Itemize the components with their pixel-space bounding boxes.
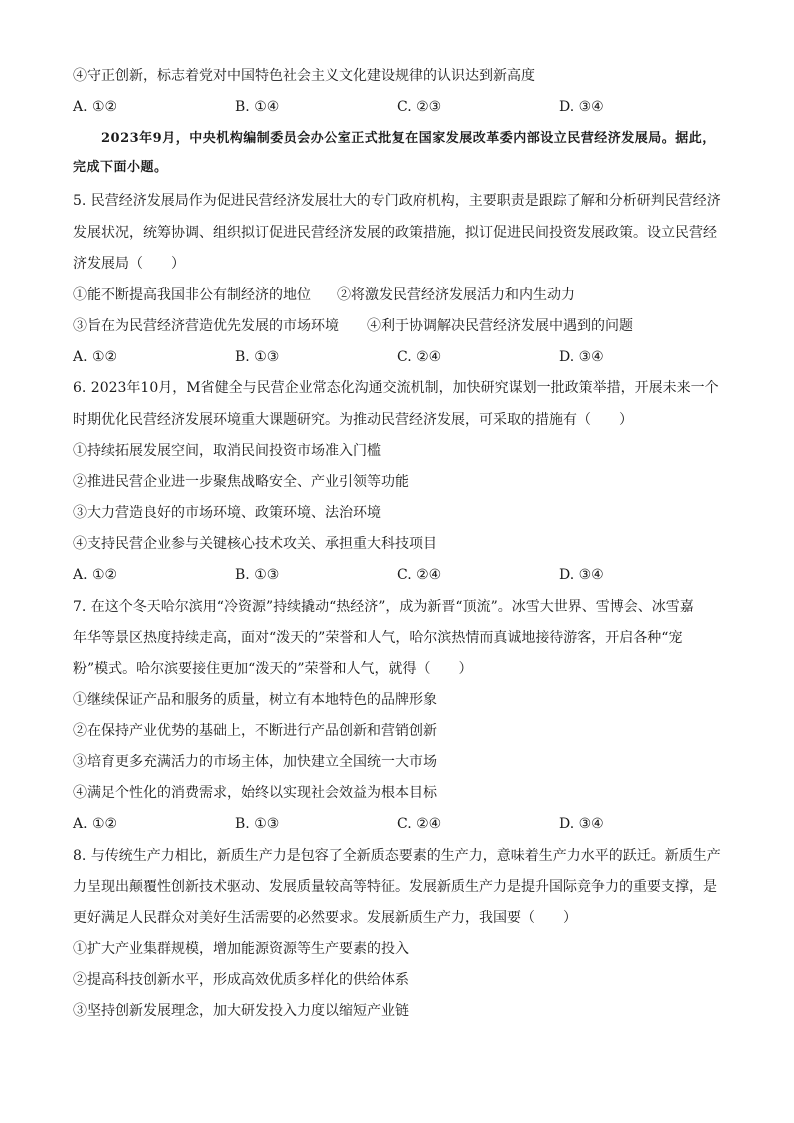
q5-option-c: C. ②④ <box>397 349 442 365</box>
q6-item-3: ③大力营造良好的市场环境、政策环境、法治环境 <box>73 505 381 521</box>
q7-stem-line-1: 7. 在这个冬天哈尔滨用“冷资源”持续撬动“热经济”，成为新晋“顶流”。冰雪大世界、雪博会、冰雪嘉 <box>73 599 694 615</box>
q4-options <box>73 97 693 117</box>
q7-stem-line-3: 粉”模式。哈尔滨要接住更加“泼天的”荣誉和人气，就得（ ） <box>73 661 473 677</box>
q5-item-1: ①能不断提高我国非公有制经济的地位 <box>73 287 311 303</box>
q5-stem-line-2: 发展状况，统筹协调、组织拟订促进民营经济发展的政策措施，拟订促进民间投资发展政策。设立民营经 <box>73 225 717 241</box>
material-line-1: 2023年9月，中央机构编制委员会办公室正式批复在国家发展改革委内部设立民营经济发展局。据此， <box>101 131 716 146</box>
q4-option-a: A. ①② <box>73 99 118 115</box>
q6-item-1: ①持续拓展发展空间，取消民间投资市场准入门槛 <box>73 443 381 459</box>
q6-options <box>73 565 693 585</box>
q5-option-d: D. ③④ <box>559 349 604 365</box>
q7-option-d: D. ③④ <box>559 816 604 832</box>
q5-options <box>73 347 693 367</box>
q6-option-a: A. ①② <box>73 567 118 583</box>
material-text <box>73 129 723 149</box>
q8-stem-line-3: 更好满足人民群众对美好生活需要的必然要求。发展新质生产力，我国要（ ） <box>73 910 577 926</box>
q6-stem-line-1: 6. 2023年10月，M省健全与民营企业常态化沟通交流机制，加快研究谋划一批政策举措，开展未来一个 <box>73 380 719 396</box>
q6-option-c: C. ②④ <box>397 567 442 583</box>
q7-item-3: ③培育更多充满活力的市场主体，加快建立全国统一大市场 <box>73 754 437 770</box>
q6-option-b: B. ①③ <box>235 567 280 583</box>
q4-option-b: B. ①④ <box>235 99 280 115</box>
q8-stem-line-1: 8. 与传统生产力相比，新质生产力是包容了全新质态要素的生产力，意味着生产力水平的跃迁。新质生产 <box>73 848 721 864</box>
q5-stem-line-3: 济发展局（ ） <box>73 256 185 272</box>
q7-option-b: B. ①③ <box>235 816 280 832</box>
q7-item-4: ④满足个性化的消费需求，始终以实现社会效益为根本目标 <box>73 785 437 801</box>
q5-item-3: ③旨在为民营经济营造优先发展的市场环境 <box>73 318 339 334</box>
q4-option-d: D. ③④ <box>559 99 604 115</box>
q8-stem-line-2: 力呈现出颠覆性创新技术驱动、发展质量较高等特征。发展新质生产力是提升国际竞争力的重要支撑，是 <box>73 879 717 895</box>
q6-item-4: ④支持民营企业参与关键核心技术攻关、承担重大科技项目 <box>73 536 437 552</box>
q5-option-a: A. ①② <box>73 349 118 365</box>
q5-item-4: ④利于协调解决民营经济发展中遇到的问题 <box>367 318 633 334</box>
q6-option-d: D. ③④ <box>559 567 604 583</box>
q6-item-2: ②推进民营企业进一步聚焦战略安全、产业引领等功能 <box>73 474 409 490</box>
q7-options <box>73 814 693 834</box>
q4-item-4: ④守正创新，标志着党对中国特色社会主义文化建设规律的认识达到新高度 <box>73 68 535 84</box>
q8-item-2: ②提高科技创新水平，形成高效优质多样化的供给体系 <box>73 972 409 988</box>
q5-option-b: B. ①③ <box>235 349 280 365</box>
q5-item-2: ②将激发民营经济发展活力和内生动力 <box>337 287 575 303</box>
q8-item-3: ③坚持创新发展理念，加大研发投入力度以缩短产业链 <box>73 1003 409 1019</box>
q6-stem-line-2: 时期优化民营经济发展环境重大课题研究。为推动民营经济发展，可采取的措施有（ ） <box>73 412 633 428</box>
q7-item-2: ②在保持产业优势的基础上，不断进行产品创新和营销创新 <box>73 723 437 739</box>
q8-item-1: ①扩大产业集群规模，增加能源资源等生产要素的投入 <box>73 941 409 957</box>
material-text-continued <box>73 158 723 178</box>
q4-option-c: C. ②③ <box>397 99 442 115</box>
q7-option-a: A. ①② <box>73 816 118 832</box>
q7-item-1: ①继续保证产品和服务的质量，树立有本地特色的品牌形象 <box>73 692 437 708</box>
q7-option-c: C. ②④ <box>397 816 442 832</box>
q7-stem-line-2: 年华等景区热度持续走高，面对“泼天的”荣誉和人气，哈尔滨热情而真诚地接待游客，开启各种“宠 <box>73 630 683 646</box>
q5-stem-line-1: 5. 民营经济发展局作为促进民营经济发展壮大的专门政府机构，主要职责是跟踪了解和分析研判民营经济 <box>73 193 721 209</box>
material-line-2: 完成下面小题。 <box>73 160 168 175</box>
